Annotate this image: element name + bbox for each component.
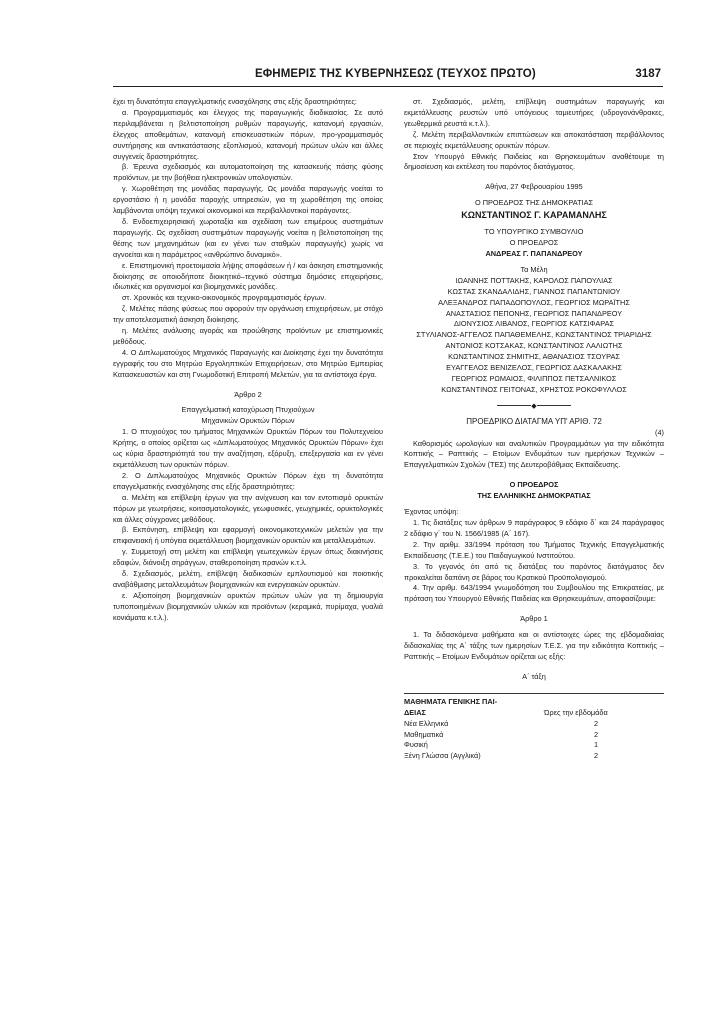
subject-cell: Ξένη Γλώσσα (Αγγλικά) [404, 751, 481, 761]
chair-title: Ο ΠΡΟΕΔΡΟΣ [509, 238, 559, 248]
paragraph: 4. Ο Διπλωματούχος Μηχανικός Παραγωγής και Διοίκησης έχει την δυνατότητα εγγραφής του στο Μητρώο Εργοληπτικών Επιχειρήσεων, στο Μητρώο Εμπειρίας Κατασκευαστών και στη Γνωμοδοτική Επιτροπή Μελετών, για τα αντίστοιχα έργα. [113, 347, 383, 379]
paragraph: 1. Ο πτυχιούχος του τμήματος Μηχανικών Ορυκτών Πόρων του Πολυτεχνείου Κρήτης, ο οποίος ορίζεται ως «Διπλωματούχος Μηχανικός Ορυκτών Πόρων» έχει ως κύρια δραστηριότητά του την αναζήτηση, εξόρυξη, επεξεργασία και εν γένει εκμετάλλευση των ορυκτών πόρων. [113, 427, 383, 469]
paragraph: δ. Σχεδιασμός, μελέτη, επίβλεψη διαδικασιών εμπλουτισμού και ποιοτικής αναβάθμισης μεταλλευμάτων βιομηχανικών και ενεργειακών ορυκτών. [113, 569, 383, 589]
paragraph: 1. Τις διατάξεις των άρθρων 9 παράγραφος 9 εδάφιο δ΄ και 24 παράγραφος 2 εδάφιο γ΄ του Ν. 1566/1985 (Α΄ 167). [404, 518, 664, 538]
members-title: Τα Μέλη [520, 264, 548, 274]
paragraph: Στον Υπουργό Εθνικής Παιδείας και Θρησκευμάτων αναθέτουμε τη δημοσίευση και εκτέλεση του παρόντος διατάγματος. [404, 151, 664, 172]
subject-cell: Νέα Ελληνικά [404, 718, 449, 728]
gazette-title: ΕΦΗΜΕΡΙΣ ΤΗΣ ΚΥΒΕΡΝΗΣΕΩΣ (ΤΕΥΧΟΣ ΠΡΩΤΟ) [255, 68, 536, 80]
paragraph: 3. Το γεγονός ότι από τις διατάξεις του παρόντος διατάγματος δεν προκαλείται δαπάνη σε βάρος του Κρατικού Προϋπολογισμού. [404, 561, 664, 582]
member-line: ΑΛΕΞΑΝΔΡΟΣ ΠΑΠΑΔΟΠΟΥΛΟΣ, ΓΕΩΡΓΙΟΣ ΜΩΡΑΪΤΗΣ [438, 297, 630, 307]
paragraph: η. Μελέτες ανάλυσης αγοράς και προώθησης προϊόντων με επιστημονικές μεθόδους. [113, 326, 383, 346]
article-1-title: Άρθρο 1 [520, 614, 548, 624]
article-2-subtitle: Μηχανικών Ορυκτών Πόρων [201, 416, 295, 426]
member-line: ΔΙΟΝΥΣΙΟΣ ΛΙΒΑΝΟΣ, ΓΕΩΡΓΙΟΣ ΚΑΤΣΙΦΑΡΑΣ [453, 319, 615, 329]
paragraph: έχει τη δυνατότητα επαγγελματικής ενασχόλησης στις εξής δραστηριότητες: [113, 97, 357, 106]
paragraph: ζ. Μελέτη περιβαλλοντικών επιπτώσεων και αποκατάσταση περιβάλλοντος σε περιοχές εκμετάλλευσης ορυκτών πόρων. [404, 129, 664, 150]
hours-table [404, 693, 664, 762]
member-line: ΚΩΝΣΤΑΝΤΙΝΟΣ ΣΗΜΙΤΗΣ, ΑΘΑΝΑΣΙΟΣ ΤΣΟΥΡΑΣ [448, 352, 620, 362]
page-header [113, 68, 661, 84]
paragraph: β. Εκπόνηση, επίβλεψη και εφαρμογή οικονομικοτεχνικών μελετών για την επιφανειακή ή υπόγεια εκμετάλλευση βιομηχανικών ορυκτών και μεταλλευμάτων. [113, 525, 383, 546]
president2-line2: ΤΗΣ ΕΛΛΗΝΙΚΗΣ ΔΗΜΟΚΡΑΤΙΑΣ [477, 491, 591, 501]
member-line: ΚΩΣΤΑΣ ΣΚΑΝΔΑΛΙΔΗΣ, ΓΙΑΝΝΟΣ ΠΑΠΑΝΤΩΝΙΟΥ [447, 286, 621, 296]
article-2-subtitle: Επαγγελματική κατοχύρωση Πτυχιούχων [181, 405, 315, 415]
decree-subject: Καθορισμός ωρολογίων και αναλυτικών Προγραμμάτων για την ειδικότητα Κοπτικής – Ραπτικής – Ετοίμων Ενδυμάτων των ημερήσιων Τεχνικών – Επαγγελματικών Σχολών (ΤΕΣ) της Δευτεροβάθμιας Εκπαίδευσης. [404, 438, 664, 470]
table-row [404, 730, 664, 741]
member-line: ΚΩΝΣΤΑΝΤΙΝΟΣ ΓΕΙΤΟΝΑΣ, ΧΡΗΣΤΟΣ ΡΟΚΟΦΥΛΛΟΣ [441, 384, 627, 394]
class-title: Α΄ τάξη [522, 671, 546, 681]
paragraph: β. Έρευνα σχεδιασμός και αυτοματοποίηση της κατασκευής πάσης φύσης προϊόντων, με την βοήθεια ηλεκτρονικών υπολογιστών. [113, 162, 383, 183]
paragraph: ε. Επιστημονική προετοιμασία λήψης αποφάσεων ή / και άσκηση επιστημονικής διοίκησης σε οποιοδήποτε διοικητικό–τεχνικό σύστημα δημόσιες επιχειρήσεις, ιδιωτικές και οργανισμοί και βιομηχανικές μονάδες. [113, 260, 383, 292]
decree-title: ΠΡΟΕΔΡΙΚΟ ΔΙΑΤΑΓΜΑ ΥΠ' ΑΡΙΘ. 72 [466, 416, 602, 426]
signing-date: Αθήνα, 27 Φεβρουαρίου 1995 [485, 182, 583, 192]
member-line: ΙΩΑΝΝΗΣ ΠΟΤΤΑΚΗΣ, ΚΑΡΟΛΟΣ ΠΑΠΟΥΛΙΑΣ [455, 275, 613, 285]
council-title: ΤΟ ΥΠΟΥΡΓΙΚΟ ΣΥΜΒΟΥΛΙΟ [484, 227, 584, 237]
hours-cell: 2 [594, 718, 599, 728]
table-header-subjects: ΔΕΙΑΣ [404, 707, 426, 717]
president-name: ΚΩΝΣΤΑΝΤΙΝΟΣ Γ. ΚΑΡΑΜΑΝΛΗΣ [461, 210, 607, 221]
table-row [404, 751, 664, 762]
hours-cell: 2 [594, 751, 599, 761]
paragraph: γ. Χωροθέτηση της μονάδας παραγωγής. Ως μονάδα παραγωγής νοείται το εργοστάσιο ή η μονάδα παροχής υπηρεσιών, για τη χωροθέτηση της οποίας λαμβάνονται υπόψη τεχνικοί οικονομικοί και περιβαλλοντικοί παράγοντες. [113, 184, 383, 216]
president2-line1: Ο ΠΡΟΕΔΡΟΣ [509, 480, 559, 490]
table-header-subjects: ΜΑΘΗΜΑΤΑ ΓΕΝΙΚΗΣ ΠΑΙ- [404, 696, 498, 706]
paragraph: 2. Ο Διπλωματούχος Μηχανικός Ορυκτών Πόρων έχει τη δυνατότητα επαγγελματικής ενασχόλησης στις εξής δραστηριότητες: [113, 470, 383, 491]
paragraph: στ. Σχεδιασμός, μελέτη, επίβλεψη συστημάτων παραγωγής και εκμετάλλευσης ρευστών υπό υπόγειους ταμιευτήρες (υδρογονάνθρακες, γεωθερμικά ρευστά κ.τ.λ.). [404, 97, 664, 128]
page-number: 3187 [635, 68, 661, 80]
paragraph: γ. Συμμετοχή στη μελέτη και επίβλεψη γεωτεχνικών έργων όπως διακινήσεις εδαφών, διάνοιξη σηράγγων, σταθεροποίηση πρανών κ.τ.λ. [113, 547, 383, 568]
paragraph: α. Μελέτη και επίβλεψη έργων για την ανίχνευση και τον εντοπισμό ορυκτών πόρων με γεωτρήσεις, κοιτασματολογικές, γεωφυσικές, γεωχημικές, ορυκτολογικές και άλλες σύγχρονες μεθόδους. [113, 492, 383, 524]
section-divider: ◆ [404, 403, 664, 411]
member-line: ΑΝΑΣΤΑΣΙΟΣ ΠΕΠΟΝΗΣ, ΓΕΩΡΓΙΟΣ ΠΑΠΑΝΔΡΕΟΥ [445, 308, 623, 318]
member-line: ΣΤΥΛΙΑΝΟΣ-ΑΓΓΕΛΟΣ ΠΑΠΑΘΕΜΕΛΗΣ, ΚΩΝΣΤΑΝΤΙΝΟΣ ΤΡΙΑΡΙΔΗΣ [416, 330, 652, 340]
member-line: ΑΝΤΩΝΙΟΣ ΚΟΤΣΑΚΑΣ, ΚΩΝΣΤΑΝΤΙΝΟΣ ΛΑΛΙΩΤΗΣ [445, 341, 623, 351]
paragraph: 4. Την αριθμ. 643/1994 γνωμοδότηση του Συμβουλίου της Επικρατείας, με πρόταση του Υπουργού Εθνικής Παιδείας και Θρησκευμάτων, αποφασίζουμε: [404, 583, 664, 604]
left-column [113, 97, 383, 624]
hours-cell: 2 [594, 729, 599, 739]
right-column [404, 97, 664, 762]
subject-cell: Φυσική [404, 740, 428, 750]
paragraph: ζ. Μελέτες πάσης φύσεως που αφορούν την οργάνωση επιχειρήσεων, με στόχο την αποτελεσματική άσκηση διοίκησης. [113, 304, 383, 325]
paragraph: στ. Χρονικός και τεχνικο-οικονομικός προγραμματισμός έργων. [122, 293, 327, 303]
member-line: ΕΥΑΓΓΕΛΟΣ ΒΕΝΙΖΕΛΟΣ, ΓΕΩΡΓΙΟΣ ΔΑΣΚΑΛΑΚΗΣ [446, 363, 622, 373]
paragraph: α. Προγραμματισμός και έλεγχος της παραγωγικής διαδικασίας. Σε αυτό περιλαμβάνεται η βελτιστοποίηση ρυθμών παραγωγής, κατανομή εργασιών, έλεγχος αποθεμάτων, κατανομή επισκευαστικών πόρων, προ-γραμματισμός συντήρησης και αντικατάστασης εξοπλισμού, κατανομή πρώτων υλών και άλλες συγγενείς δραστηριότητες. [113, 107, 383, 161]
paragraph: 2. Την αριθμ. 33/1994 πρόταση του Τμήματος Τεχνικής Επαγγελματικής Εκπαίδευσης (Τ.Ε.Ε.) του Παιδαγωγικού Ινστιτούτου. [404, 539, 664, 560]
table-row [404, 740, 664, 751]
article-2-title: Άρθρο 2 [234, 389, 262, 399]
table-row [404, 719, 664, 730]
member-line: ΓΕΩΡΓΙΟΣ ΡΩΜΑΙΟΣ, ΦΙΛΙΠΠΟΣ ΠΕΤΣΑΛΝΙΚΟΣ [451, 373, 617, 383]
decree-marker: (4) [655, 427, 664, 437]
paragraph: 1. Τα διδασκόμενα μαθήματα και οι αντίστοιχες ώρες της εβδομαδιαίας διδασκαλίας της Α΄ τάξης των ημερησίων Τ.Ε.Σ. για την ειδικότητα Κοπτικής – Ραπτικής – Ετοίμων Ενδυμάτων ορίζεται ως εξής: [404, 630, 664, 661]
president-title: Ο ΠΡΟΕΔΡΟΣ ΤΗΣ ΔΗΜΟΚΡΑΤΙΑΣ [474, 198, 594, 208]
chair-name: ΑΝΔΡΕΑΣ Γ. ΠΑΠΑΝΔΡΕΟΥ [485, 248, 583, 258]
subject-cell: Μαθηματικά [404, 729, 444, 739]
table-header-hours: Ώρες την εβδομάδα [544, 707, 608, 717]
header-rule [113, 86, 663, 87]
paragraph: ε. Αξιοποίηση βιομηχανικών ορυκτών πρώτων υλών για τη δημιουργία τυποποιημένων βιομηχανικών υλικών και προϊόντων (κεραμικά, πυρίμαχα, γυαλιά κονιάματα κ.τ.λ.). [113, 590, 383, 622]
considering-label: Έχοντας υπόψη: [404, 507, 459, 517]
paragraph: δ. Ενδοεπιχειρησιακή χωροταξία και σχεδίαση των επιμέρους συστημάτων παραγωγής. Ως σχεδίαση συστημάτων παραγωγής νοείται η βελτιστοποίηση της θέσης των μηχανημάτων (και εν γένει των σταθμών παραγωγής) χωρίς να αγνοείται και η παράμετρος «ανθρώπινο δυναμικό». [113, 216, 383, 259]
hours-cell: 1 [594, 740, 599, 750]
